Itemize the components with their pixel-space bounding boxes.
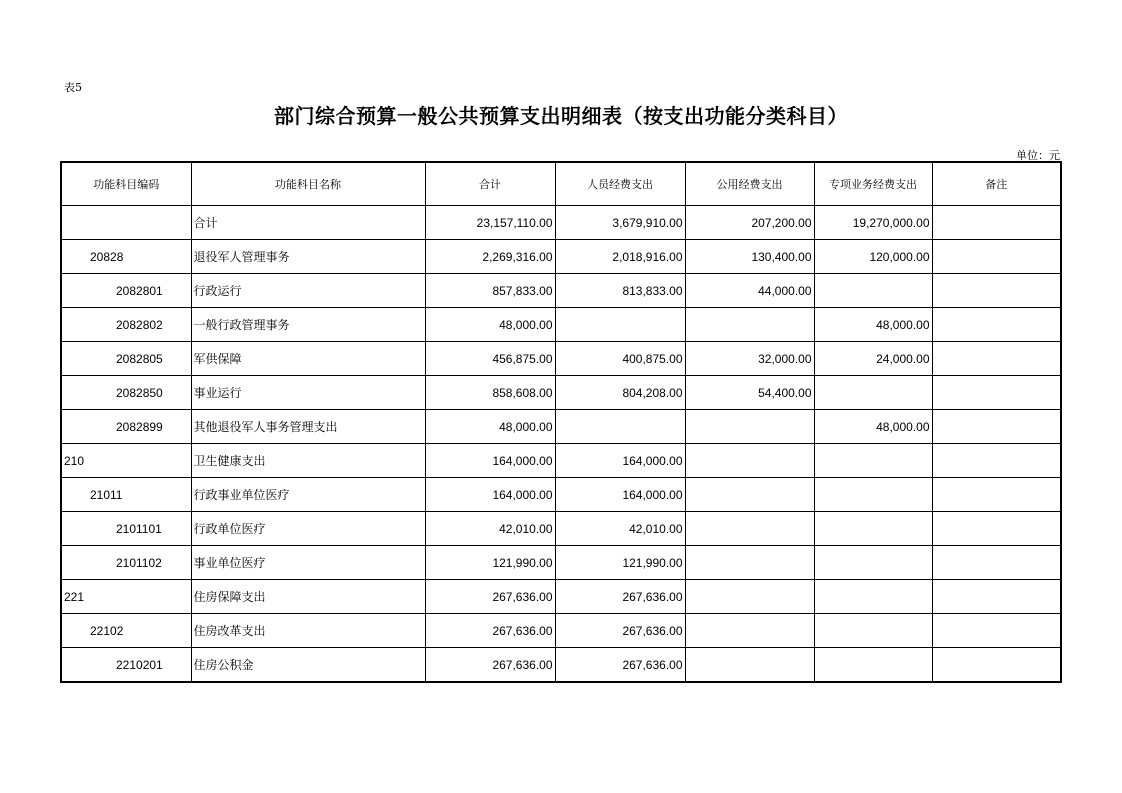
cell-code: 2082805 [61,342,191,376]
cell-special: 120,000.00 [814,240,932,274]
table-row [61,478,1061,512]
cell-code: 221 [61,580,191,614]
cell-note [932,478,1061,512]
cell-total: 858,608.00 [425,376,555,410]
cell-note [932,444,1061,478]
cell-special: 24,000.00 [814,342,932,376]
cell-note [932,308,1061,342]
header-total: 合计 [425,162,555,206]
cell-name: 行政事业单位医疗 [191,478,425,512]
cell-special: 48,000.00 [814,410,932,444]
cell-total: 267,636.00 [425,580,555,614]
header-personnel: 人员经费支出 [555,162,685,206]
cell-note [932,240,1061,274]
cell-personnel: 813,833.00 [555,274,685,308]
cell-name: 一般行政管理事务 [191,308,425,342]
table-row [61,376,1061,410]
cell-total: 267,636.00 [425,614,555,648]
cell-code: 20828 [61,240,191,274]
cell-special [814,274,932,308]
cell-total: 48,000.00 [425,308,555,342]
cell-personnel: 267,636.00 [555,580,685,614]
header-code: 功能科目编码 [61,162,191,206]
table-row [61,410,1061,444]
header-special: 专项业务经费支出 [814,162,932,206]
cell-special [814,512,932,546]
cell-personnel: 42,010.00 [555,512,685,546]
cell-note [932,206,1061,240]
table-row [61,308,1061,342]
cell-total: 267,636.00 [425,648,555,683]
cell-public [685,444,814,478]
cell-name: 合计 [191,206,425,240]
cell-personnel: 2,018,916.00 [555,240,685,274]
cell-note [932,580,1061,614]
cell-public [685,614,814,648]
cell-code: 2101101 [61,512,191,546]
cell-name: 住房公积金 [191,648,425,683]
cell-special [814,478,932,512]
cell-personnel: 164,000.00 [555,444,685,478]
cell-special [814,580,932,614]
cell-total: 23,157,110.00 [425,206,555,240]
table-body [61,206,1061,683]
cell-public [685,512,814,546]
cell-public [685,308,814,342]
cell-code [61,206,191,240]
cell-total: 164,000.00 [425,444,555,478]
cell-total: 121,990.00 [425,546,555,580]
cell-public: 207,200.00 [685,206,814,240]
cell-special: 19,270,000.00 [814,206,932,240]
cell-personnel: 400,875.00 [555,342,685,376]
cell-name: 行政运行 [191,274,425,308]
cell-special [814,444,932,478]
cell-personnel: 164,000.00 [555,478,685,512]
cell-personnel [555,410,685,444]
cell-special [814,376,932,410]
cell-personnel: 3,679,910.00 [555,206,685,240]
cell-public: 130,400.00 [685,240,814,274]
cell-personnel [555,308,685,342]
table-row [61,546,1061,580]
cell-personnel: 267,636.00 [555,648,685,683]
header-row [61,162,1061,206]
cell-code: 21011 [61,478,191,512]
cell-name: 退役军人管理事务 [191,240,425,274]
unit-label: 单位：元 [1016,149,1060,162]
page-title: 部门综合预算一般公共预算支出明细表（按支出功能分类科目） [274,104,848,128]
cell-personnel: 804,208.00 [555,376,685,410]
cell-code: 210 [61,444,191,478]
cell-public [685,580,814,614]
cell-name: 行政单位医疗 [191,512,425,546]
cell-public: 54,400.00 [685,376,814,410]
cell-note [932,512,1061,546]
cell-special: 48,000.00 [814,308,932,342]
cell-code: 2082801 [61,274,191,308]
header-public: 公用经费支出 [685,162,814,206]
cell-public: 32,000.00 [685,342,814,376]
cell-name: 卫生健康支出 [191,444,425,478]
table-number: 表5 [64,81,82,94]
cell-public [685,648,814,683]
table-row [61,206,1061,240]
cell-total: 42,010.00 [425,512,555,546]
cell-special [814,546,932,580]
cell-note [932,614,1061,648]
table-row [61,580,1061,614]
table-row [61,614,1061,648]
cell-special [814,648,932,683]
cell-code: 2082802 [61,308,191,342]
budget-table [60,161,1062,683]
cell-code: 22102 [61,614,191,648]
cell-code: 2082899 [61,410,191,444]
table-row [61,274,1061,308]
cell-total: 164,000.00 [425,478,555,512]
cell-code: 2082850 [61,376,191,410]
cell-total: 2,269,316.00 [425,240,555,274]
cell-public: 44,000.00 [685,274,814,308]
table-row [61,648,1061,683]
cell-name: 事业运行 [191,376,425,410]
cell-note [932,648,1061,683]
cell-code: 2210201 [61,648,191,683]
cell-note [932,342,1061,376]
cell-note [932,274,1061,308]
cell-total: 48,000.00 [425,410,555,444]
table-row [61,444,1061,478]
header-name: 功能科目名称 [191,162,425,206]
cell-name: 住房保障支出 [191,580,425,614]
cell-total: 857,833.00 [425,274,555,308]
cell-note [932,376,1061,410]
cell-public [685,546,814,580]
table-row [61,512,1061,546]
cell-personnel: 267,636.00 [555,614,685,648]
cell-special [814,614,932,648]
cell-note [932,410,1061,444]
cell-total: 456,875.00 [425,342,555,376]
cell-name: 其他退役军人事务管理支出 [191,410,425,444]
table-row [61,342,1061,376]
table-row [61,240,1061,274]
header-note: 备注 [932,162,1061,206]
cell-name: 事业单位医疗 [191,546,425,580]
cell-public [685,410,814,444]
cell-note [932,546,1061,580]
cell-name: 住房改革支出 [191,614,425,648]
cell-code: 2101102 [61,546,191,580]
cell-name: 军供保障 [191,342,425,376]
cell-personnel: 121,990.00 [555,546,685,580]
cell-public [685,478,814,512]
